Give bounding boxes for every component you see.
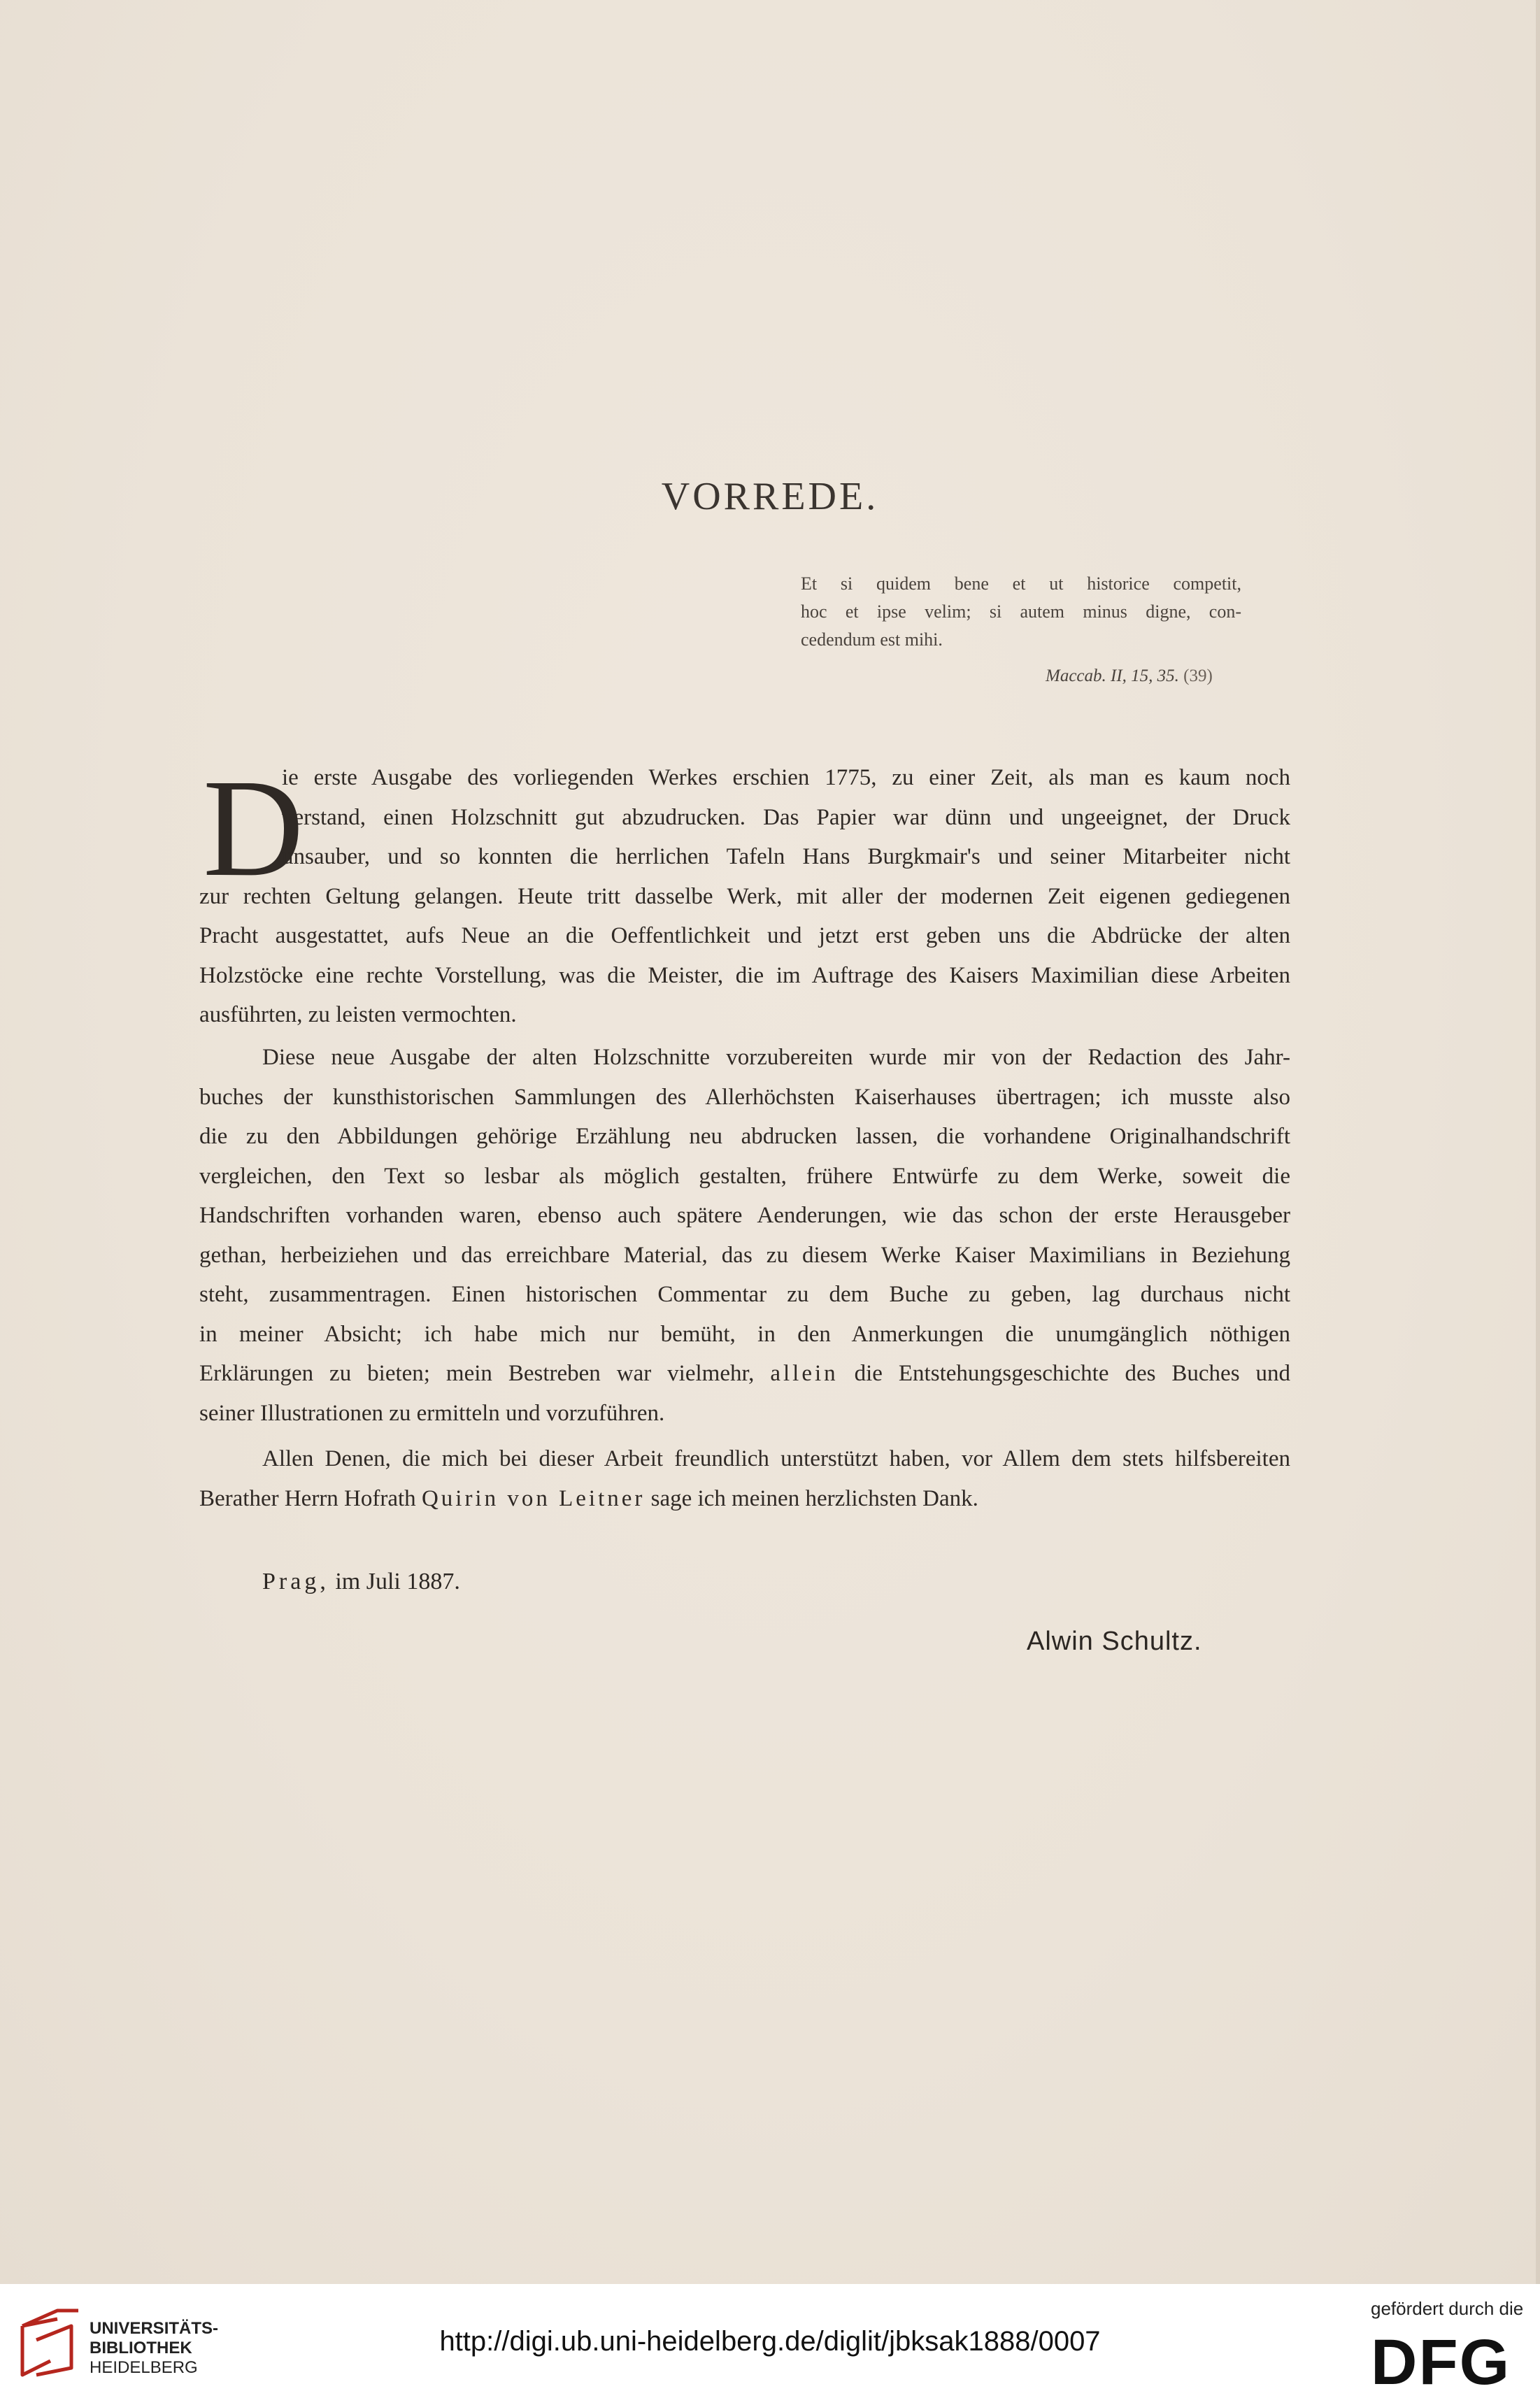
drop-cap: D [203, 751, 304, 906]
text-segment: Berather Herrn Hofrath [199, 1485, 422, 1511]
text-line [199, 1479, 1290, 1519]
motto-quote [801, 570, 1241, 654]
text-line: Pracht ausgestattet, aufs Neue an die Oeffentlichkeit und jetzt erst geben uns die Abdrücke der alten [199, 923, 1290, 948]
motto-line: hoc et ipse velim; si autem minus digne, con- [801, 601, 1241, 622]
library-name-line: BIBLIOTHEK [90, 2339, 192, 2357]
motto-line: Et si quidem bene et ut historice competit, [801, 573, 1241, 594]
motto-source-text: Maccab. II, 15, 35. [1046, 666, 1179, 685]
text-line: seiner Illustrationen zu ermitteln und vorzuführen. [199, 1400, 665, 1426]
motto-source [1046, 666, 1283, 686]
text-line: ausführten, zu leisten vermochten. [199, 1002, 517, 1027]
text-line: Handschriften vorhanden waren, ebenso auch spätere Aenderungen, wie das schon der erste Herausgeber [199, 1203, 1290, 1228]
place-city: Prag, [262, 1569, 329, 1594]
text-line: zur rechten Geltung gelangen. Heute tritt dasselbe Werk, mit aller der modernen Zeit eigenen gediegenen [199, 883, 1290, 909]
place-date [262, 1569, 460, 1595]
text-line: buches der kunsthistorischen Sammlungen des Allerhöchsten Kaiserhauses übertragen; ich musste also [199, 1084, 1290, 1110]
text-line: Diese neue Ausgabe der alten Holzschnitte vorzubereiten wurde mir von der Redaction des Jahr- [262, 1045, 1290, 1070]
author-signature: Alwin Schultz. [1027, 1627, 1202, 1656]
text-segment: die Entstehungsgeschichte des Buches und [838, 1361, 1290, 1386]
text-segment: Erklärungen zu bieten; mein Bestreben war vielmehr, [199, 1361, 771, 1386]
text-line: die zu den Abbildungen gehörige Erzählung neu abdrucken lassen, die vorhandene Originalhandschrift [199, 1124, 1290, 1149]
handwritten-note: (39) [1183, 666, 1213, 685]
place-date-text: im Juli 1887. [329, 1569, 460, 1594]
text-line: Allen Denen, die mich bei dieser Arbeit freundlich unterstützt haben, vor Allem dem stets hilfsbereiten [262, 1446, 1290, 1471]
text-line: vergleichen, den Text so lesbar als möglich gestalten, frühere Entwürfe zu dem Werke, soweit die [199, 1163, 1290, 1189]
library-name-line: UNIVERSITÄTS- [90, 2319, 219, 2338]
paragraph-3 [199, 1439, 1290, 1518]
text-line: ie erste Ausgabe des vorliegenden Werkes erschien 1775, zu einer Zeit, als man es kaum noch [282, 765, 1290, 790]
dfg-logo: DFG [1371, 2327, 1511, 2398]
paragraph-2 [199, 1038, 1290, 1433]
text-line: steht, zusammentragen. Einen historischen Commentar zu dem Buche zu geben, lag durchaus nicht [199, 1282, 1290, 1307]
emphasized-word: allein [770, 1361, 839, 1386]
library-name-line: HEIDELBERG [90, 2358, 198, 2377]
paragraph-1 [199, 751, 1290, 1035]
text-line: gethan, herbeiziehen und das erreichbare Material, das zu diesem Werke Kaiser Maximilians in Beziehung [199, 1242, 1290, 1268]
text-line: in meiner Absicht; ich habe mich nur bemüht, in den Anmerkungen die unumgänglich nöthigen [199, 1321, 1290, 1347]
footer-bar [0, 2284, 1540, 2397]
text-line [199, 1354, 1290, 1394]
text-line: unsauber, und so konnten die herrlichen Tafeln Hans Burgkmair's und seiner Mitarbeiter nicht [282, 844, 1290, 869]
text-segment: sage ich meinen herzlichsten Dank. [645, 1485, 978, 1511]
emphasized-name: Quirin von Leitner [421, 1485, 646, 1511]
motto-line: cedendum est mihi. [801, 629, 943, 650]
text-line: verstand, einen Holzschnitt gut abzudrucken. Das Papier war dünn und ungeeignet, der Druck [282, 804, 1290, 830]
text-line: Holzstöcke eine rechte Vorstellung, was die Meister, die im Auftrage des Kaisers Maximilian diese Arbeiten [199, 962, 1290, 988]
page-title: VORREDE. [661, 474, 879, 518]
document-url-link[interactable]: http://digi.ub.uni-heidelberg.de/diglit/jbksak1888/0007 [439, 2326, 1101, 2357]
funding-label: gefördert durch die [1371, 2298, 1524, 2319]
